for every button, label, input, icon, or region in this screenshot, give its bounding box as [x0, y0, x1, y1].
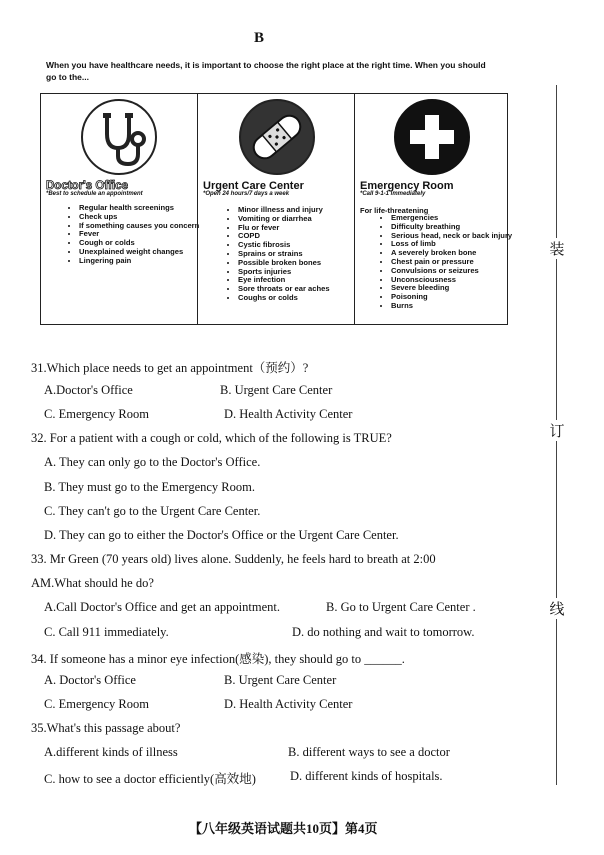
- medical-cross-icon: [393, 98, 471, 176]
- emergency-room-title: Emergency Room: [360, 180, 454, 192]
- question-33-option-a[interactable]: A.Call Doctor's Office and get an appointment.: [44, 600, 280, 614]
- care-options-table: [40, 93, 513, 325]
- question-32-option-c[interactable]: C. They can't go to the Urgent Care Center.: [44, 504, 261, 518]
- list-item: • Chest pain or pressure: [391, 258, 521, 267]
- question-33-option-d[interactable]: D. do nothing and wait to tomorrow.: [292, 625, 475, 639]
- question-32-stem: 32. For a patient with a cough or cold, which of the following is TRUE?: [31, 431, 392, 445]
- list-item: • Minor illness and injury: [238, 206, 366, 215]
- list-item: • Poisoning: [391, 293, 521, 302]
- question-33-stem-line1: 33. Mr Green (70 years old) lives alone. Suddenly, he feels hard to breath at 2:00: [31, 552, 436, 566]
- question-31-option-b[interactable]: B. Urgent Care Center: [220, 383, 333, 397]
- question-35-option-b[interactable]: B. different ways to see a doctor: [288, 745, 450, 759]
- list-item: • COPD: [238, 232, 366, 241]
- list-item: • Lingering pain: [79, 257, 201, 266]
- list-item: • Flu or fever: [238, 224, 366, 233]
- list-item: • Burns: [391, 302, 521, 311]
- doctors-office-title: Doctor's Office: [46, 180, 128, 192]
- stethoscope-icon: [80, 98, 158, 176]
- question-31-option-c[interactable]: C. Emergency Room: [44, 407, 149, 421]
- question-34-option-b[interactable]: B. Urgent Care Center: [224, 673, 337, 687]
- emergency-room-list: [375, 214, 521, 311]
- list-item: • A severely broken bone: [391, 249, 521, 258]
- list-item: • Severe bleeding: [391, 284, 521, 293]
- doctors-office-column: [41, 94, 200, 324]
- binding-mark-zhuang: 装: [548, 238, 566, 259]
- doctors-office-subtitle: *Best to schedule an appointment: [46, 191, 143, 197]
- section-letter: B: [254, 30, 265, 46]
- binding-mark-ding: 订: [548, 420, 566, 441]
- list-item: • Emergencies: [391, 214, 521, 223]
- doctors-office-list: [63, 204, 201, 266]
- question-35-option-d[interactable]: D. different kinds of hospitals.: [290, 769, 443, 783]
- question-32-option-a[interactable]: A. They can only go to the Doctor's Office.: [44, 455, 261, 469]
- emergency-room-subtitle: *Call 9-1-1 immediately: [360, 191, 426, 197]
- question-34-option-c[interactable]: C. Emergency Room: [44, 697, 149, 711]
- list-item: • Check ups: [79, 213, 201, 222]
- question-32-option-b[interactable]: B. They must go to the Emergency Room.: [44, 480, 255, 494]
- page-footer: 【八年级英语试题共10页】第4页: [189, 821, 378, 836]
- urgent-care-list: [222, 206, 366, 303]
- question-34-option-a[interactable]: A. Doctor's Office: [44, 673, 136, 687]
- question-33-option-b[interactable]: B. Go to Urgent Care Center .: [326, 600, 476, 614]
- question-35-stem: 35.What's this passage about?: [31, 721, 181, 735]
- intro-text: When you have healthcare needs, it is important to choose the right place at the right time. When you should go to the...: [46, 60, 486, 82]
- question-34-option-d[interactable]: D. Health Activity Center: [224, 697, 353, 711]
- list-item: • Serious head, neck or back injury: [391, 232, 521, 241]
- question-31-stem: 31.Which place needs to get an appointment（预约）?: [31, 361, 309, 375]
- list-item: • Sprains or strains: [238, 250, 366, 259]
- list-item: • Cystic fibrosis: [238, 241, 366, 250]
- list-item: • Cough or colds: [79, 239, 201, 248]
- binding-mark-xian: 线: [548, 598, 566, 619]
- question-35-option-a[interactable]: A.different kinds of illness: [44, 745, 178, 759]
- list-item: • Difficulty breathing: [391, 223, 521, 232]
- urgent-care-column: [197, 94, 355, 324]
- list-item: • Coughs or colds: [238, 294, 366, 303]
- list-item: • Sore throats or ear aches: [238, 285, 366, 294]
- question-33-option-c[interactable]: C. Call 911 immediately.: [44, 625, 169, 639]
- emergency-room-heading: For life-threatening: [360, 206, 429, 215]
- question-33-stem-line2: AM.What should he do?: [31, 576, 154, 590]
- question-31-option-d[interactable]: D. Health Activity Center: [224, 407, 353, 421]
- urgent-care-subtitle: *Open 24 hours/7 days a week: [203, 191, 290, 197]
- list-item: • Sports injuries: [238, 268, 366, 277]
- question-31-option-a[interactable]: A.Doctor's Office: [44, 383, 133, 397]
- list-item: • Convulsions or seizures: [391, 267, 521, 276]
- list-item: • Eye infection: [238, 276, 366, 285]
- list-item: • Loss of limb: [391, 240, 521, 249]
- question-32-option-d[interactable]: D. They can go to either the Doctor's Office or the Urgent Care Center.: [44, 528, 399, 542]
- question-34-stem: 34. If someone has a minor eye infection(感染), they should go to ______.: [31, 652, 405, 666]
- list-item: • Possible broken bones: [238, 259, 366, 268]
- question-35-option-c[interactable]: C. how to see a doctor efficiently(高效地): [44, 772, 256, 786]
- list-item: • Unexplained weight changes: [79, 248, 201, 257]
- bandage-icon: [238, 98, 316, 176]
- emergency-room-column: [354, 94, 513, 324]
- list-item: • Vomiting or diarrhea: [238, 215, 366, 224]
- list-item: • Fever: [79, 230, 201, 239]
- list-item: • Unconsciousness: [391, 276, 521, 285]
- list-item: • If something causes you concern: [79, 222, 201, 231]
- urgent-care-title: Urgent Care Center: [203, 180, 304, 192]
- list-item: • Regular health screenings: [79, 204, 201, 213]
